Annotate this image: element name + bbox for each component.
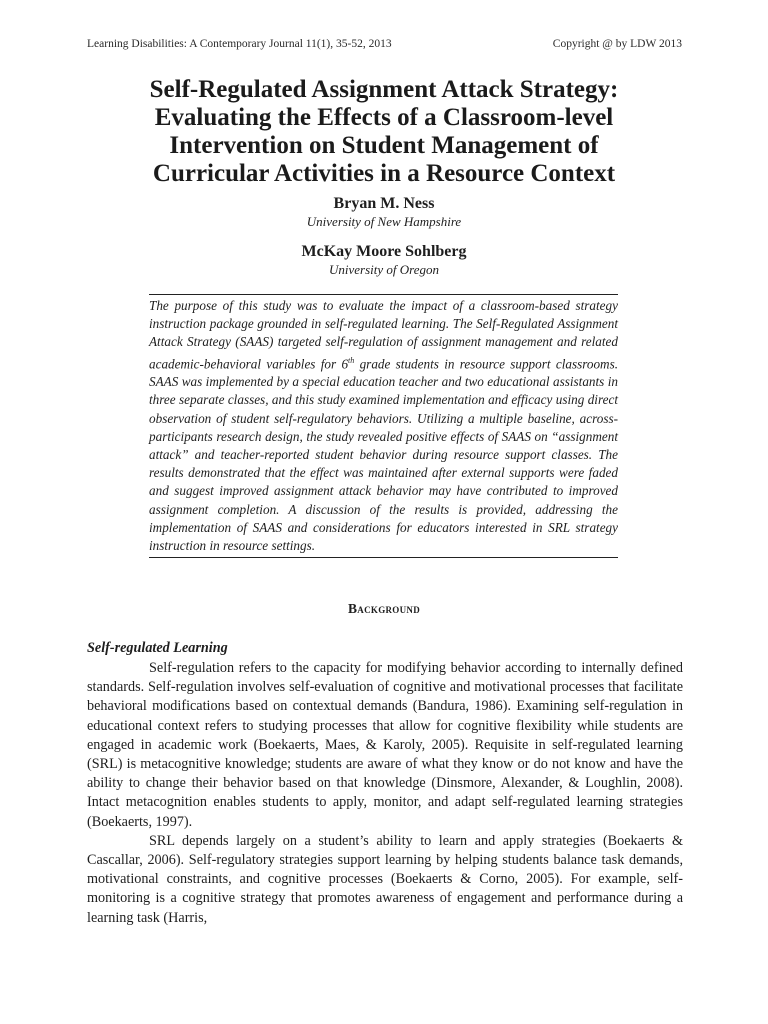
paper-title [80,76,688,188]
author-affiliation: University of New Hampshire [306,214,462,229]
author-block [80,242,688,278]
title-line: Self-Regulated Assignment Attack Strategy: [149,76,619,103]
body-paragraph: Self-regulation refers to the capacity for modifying behavior according to internally defined standards. Self-regulation involves self-evaluation of cognitive and motivational processes that facilitate behavioral modifications based on contextual demands (Bandura, 1986). Examining self-regulation in educational context refers to studying processes that allow for cognitive flexibility while students are engaged in academic work (Boekaerts, Maes, & Karoly, 2005). Requisite in self-regulated learning (SRL) is metacognitive knowledge; students are aware of what they know or do not know and have the ability to change their behavior based on that knowledge (Dinsmore, Alexander, & Loughlin, 2008). Intact metacognition enables students to apply, monitor, and adapt self-regulated learning strategies (Boekaerts, 1997). [87,660,683,830]
body-text [87,659,683,928]
author-affiliation: University of Oregon [329,262,439,277]
running-head [87,38,682,50]
author-name: McKay Moore Sohlberg [301,243,467,260]
author-name: Bryan M. Ness [333,195,435,212]
abstract-superscript: th [348,355,355,365]
subsection-heading: Self-regulated Learning [87,640,228,656]
title-line: Evaluating the Effects of a Classroom-level [154,104,614,131]
abstract-box [149,294,618,558]
author-block [80,194,688,230]
abstract-part: The purpose of this study was to evaluate the impact of a classroom-based strategy instruction package grounded in self-regulated learning. The Self-Regulated Assignment Attack Strategy (SAAS) targeted self-regulation of assignment management and related academic-behavioral variables for 6 [149,298,618,371]
section-heading: Background [347,601,420,616]
abstract-text [149,297,618,555]
journal-citation: Learning Disabilities: A Contemporary Journal 11(1), 35-52, 2013 [87,38,392,50]
abstract-part: grade students in resource support classrooms. SAAS was implemented by a special education teacher and two educational assistants in three separate classes, and this study examined implementation and efficacy using direct observation of student self-regulatory behaviors. Utilizing a multiple baseline, across-participants research design, the study revealed positive effects of SAAS on “assignment attack” and teacher-reported student behavior during resource support classes. The results demonstrated that the effect was maintained after external supports were faded and suggest improved assignment attack behavior may have contributed to improved assignment completion. A discussion of the results is provided, addressing the implementation of SAAS and considerations for educators interested in SRL strategy instruction in resource settings. [149,356,618,554]
copyright-notice: Copyright @ by LDW 2013 [552,38,682,50]
title-line: Curricular Activities in a Resource Context [152,160,616,187]
body-paragraph: SRL depends largely on a student’s ability to learn and apply strategies (Boekaerts & Cascallar, 2006). Self-regulatory strategies support learning by helping students balance task demands, motivational constraints, and cognitive processes (Boekaerts & Corno, 2005). For example, self-monitoring is a cognitive strategy that promotes awareness of engagement and performance during a learning task (Harris, [87,832,683,926]
title-line: Intervention on Student Management of [169,132,599,159]
